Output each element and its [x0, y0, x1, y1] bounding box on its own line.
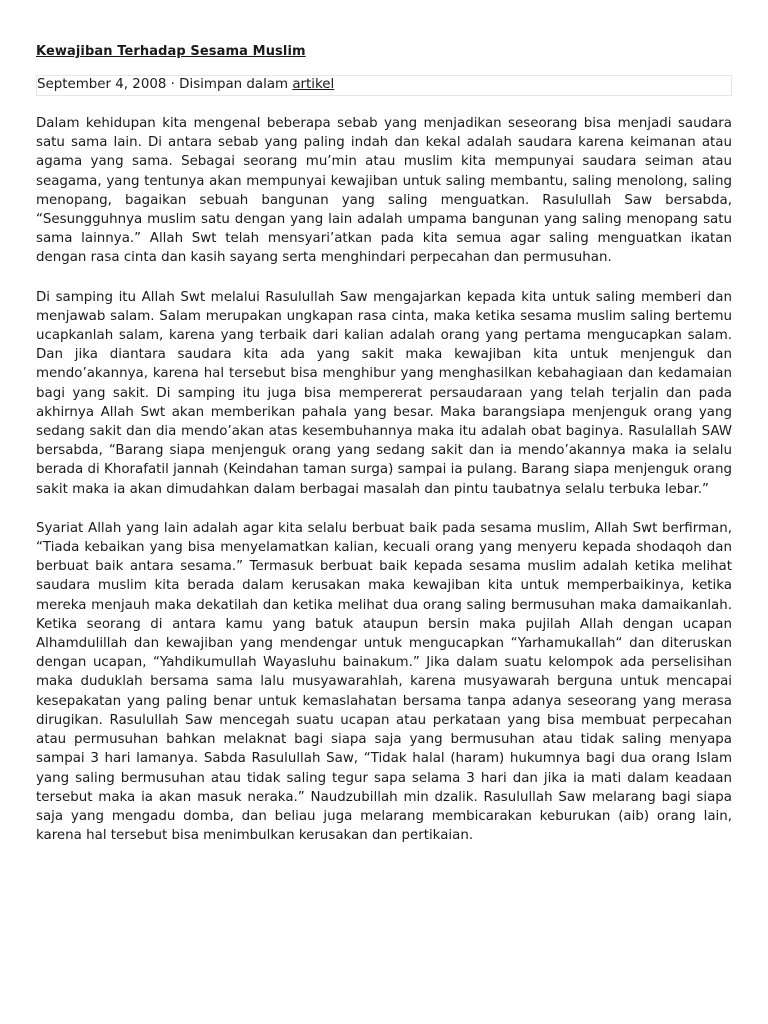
paragraph-1: Dalam kehidupan kita mengenal beberapa sebab yang menjadikan seseorang bisa menjadi saudara satu sama lain. Di antara sebab yang paling indah dan kekal adalah saudara karena keimanan atau agama yang sama. Sebagai seorang mu’min atau muslim kita mempunyai saudara seiman atau seagama, yang tentunya akan mempunyai kewajiban untuk saling membantu, saling menolong, saling menopang, bagaikan sebuah bangunan yang saling menguatkan. Rasulullah Saw bersabda, “Sesungguhnya muslim satu dengan yang lain adalah umpama bangunan yang saling menopang satu sama lainnya.” Allah Swt telah mensyari’atkan pada kita semua agar saling menguatkan ikatan dengan rasa cinta dan kasih sayang serta menghindari perpecahan dan permusuhan. [36, 116, 732, 266]
meta-separator: · [166, 77, 180, 92]
saved-in-label: Disimpan dalam [179, 77, 293, 92]
paragraph-3: Syariat Allah yang lain adalah agar kita selalu berbuat baik pada sesama muslim, Allah Swt berfirman, “Tiada kebaikan yang bisa menyelamatkan kalian, kecuali orang yang menyeru kepada shodaqoh dan berbuat baik antara sesama.” Termasuk berbuat baik kepada sesama muslim adalah ketika melihat saudara muslim kita berada dalam kerusakan maka kewajiban kita untuk memperbaikinya, ketika mereka menjauh maka dekatilah dan ketika melihat dua orang saling bermusuhan maka damaikanlah. Ketika seorang di antara kamu yang batuk ataupun bersin maka pujilah Allah dengan ucapan Alhamdulillah dan kewajiban yang mendengar untuk mengucapkan “Yarhamukallah“ dan diteruskan dengan ucapan, “Yahdikumullah Wayasluhu bainakum.” Jika dalam suatu kelompok ada perselisihan maka duduklah bersama sama lalu musyawarahlah, karena musyawarah berguna untuk mencapai kesepakatan yang paling benar untuk kemaslahatan bersama tanpa adanya seseorang yang merasa dirugikan. Rasulullah Saw mencegah suatu ucapan atau perkataan yang bisa membuat perpecahan atau permusuhan bahkan melaknat bagi siapa saja yang bermusuhan atau tidak saling menyapa sampai 3 hari lamanya. Sabda Rasulullah Saw, “Tidak halal (haram) hukumnya bagi dua orang Islam yang saling bermusuhan atau tidak saling tegur sapa selama 3 hari dan jika ia mati dalam keadaan tersebut maka ia akan masuk neraka.” Naudzubillah min dzalik. Rasulullah Saw melarang bagi siapa saja yang mengadu domba, dan beliau juga melarang membicarakan keburukan (aib) orang lain, karena hal tersebut bisa menimbulkan kerusakan dan pertikaian. [36, 520, 732, 844]
post-date: September 4, 2008 [37, 77, 167, 92]
paragraph-2: Di samping itu Allah Swt melalui Rasulullah Saw mengajarkan kepada kita untuk saling memberi dan menjawab salam. Salam merupakan ungkapan rasa cinta, maka ketika sesama muslim saling bertemu ucapkanlah salam, karena yang terbaik dari kalian adalah orang yang pertama mengucapkan salam. Dan jika diantara saudara kita ada yang sakit maka kewajiban kita untuk menjenguk dan mendo’akannya, karena hal tersebut bisa menghibur yang menghasilkan kebahagiaan dan kedamaian bagi yang sakit. Di samping itu juga bisa mempererat persaudaraan yang telah terjalin dan pada akhirnya Allah Swt akan memberikan pahala yang besar. Maka barangsiapa menjenguk orang yang sedang sakit dan dia mendo’akan atas kesembuhannya maka itu adalah obat baginya. Rasulallah SAW bersabda, “Barang siapa menjenguk orang yang sedang sakit dan ia mendo’akannya maka ia selalu berada di Khorafatil jannah (Keindahan taman surga) sampai ia pulang. Barang siapa menjenguk orang sakit maka ia akan dimudahkan dalam berbagai masalah dan pintu taubatnya selalu terbuka lebar.” [36, 289, 732, 497]
article-title: Kewajiban Terhadap Sesama Muslim [36, 44, 306, 59]
article [36, 44, 732, 865]
category-link[interactable]: artikel [292, 77, 335, 92]
post-meta [36, 75, 732, 96]
